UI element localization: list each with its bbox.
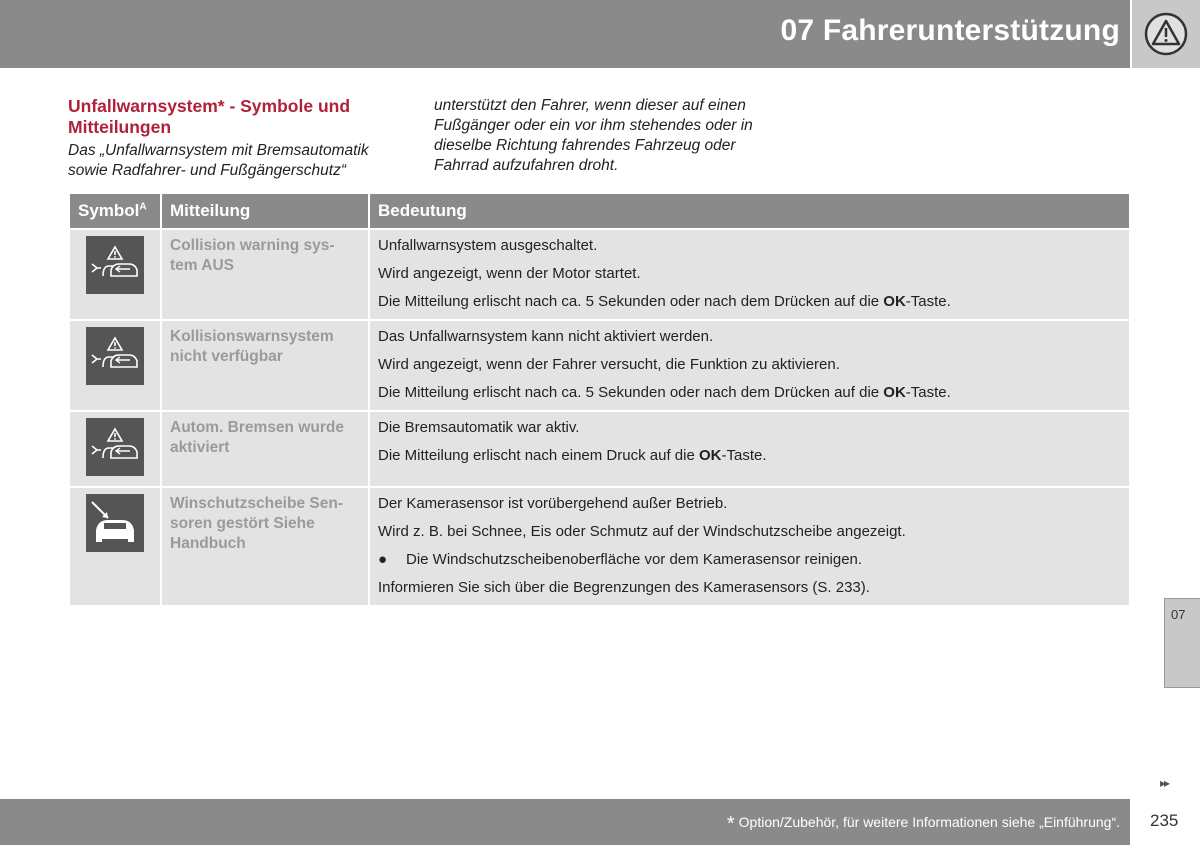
meaning-line: Unfallwarnsystem ausgeschaltet. [378, 237, 598, 254]
message-text: Collision warning sys-tem AUS [162, 230, 368, 319]
chapter-title: 07 Fahrerunterstützung [780, 14, 1120, 47]
symbol-cell [70, 488, 160, 605]
collision-warning-icon [86, 327, 144, 385]
meaning-line: Das Unfallwarnsystem kann nicht aktiviert werden. [378, 328, 714, 345]
table-row [70, 321, 1129, 410]
table-row [70, 412, 1129, 486]
meaning-cell [370, 412, 1129, 486]
symbol-cell [70, 230, 160, 319]
collision-warning-icon [86, 418, 144, 476]
meaning-line: Der Kamerasensor ist vorübergehend außer Betrieb. [378, 495, 728, 512]
message-text: Autom. Bremsen wurde aktiviert [162, 412, 368, 486]
section-heading: Unfallwarnsystem* - Symbole und Mitteilungen [68, 96, 351, 137]
meaning-line: Die Bremsautomatik war aktiv. [378, 419, 580, 436]
page-header [0, 0, 1130, 68]
bullet-item: ● Die Windschutzscheibenoberfläche vor dem Kamerasensor reinigen. [378, 551, 863, 568]
intro-text-right: unterstützt den Fahrer, wenn dieser auf einen Fußgänger oder ein vor ihm stehendes oder in dieselbe Richtung fahrendes Fahrzeug oder Fahrrad aufzufahren droht. [434, 97, 753, 174]
column-header-symbol: Symbol$^A$ [70, 194, 160, 228]
table-row [70, 488, 1129, 605]
meaning-cell [370, 230, 1129, 319]
meaning-cell [370, 321, 1129, 410]
side-tab-label: 07 [1171, 607, 1186, 622]
collision-warning-icon [86, 236, 144, 294]
next-page-arrows-icon[interactable]: ▸▸ [1160, 776, 1169, 790]
meaning-line: Die Mitteilung erlischt nach einem Druck auf die OK-Taste. [378, 447, 767, 464]
bullet-icon: ● [378, 551, 388, 568]
symbol-cell [70, 321, 160, 410]
footer-note: * Option/Zubehör, für weitere Informationen siehe „Einführung“. [726, 813, 1120, 835]
camera-sensor-car-icon [86, 494, 144, 552]
table-row [70, 230, 1129, 319]
table-header-row [70, 194, 1129, 228]
column-header-meaning: Bedeutung [370, 194, 1129, 228]
page-footer [0, 799, 1130, 845]
meaning-line: Wird angezeigt, wenn der Fahrer versucht, die Funktion zu aktivieren. [378, 356, 840, 373]
intro-text-left: Das „Unfallwarnsystem mit Bremsautomatik sowie Radfahrer- und Fußgängerschutz“ [68, 142, 369, 179]
warning-triangle-icon [1144, 12, 1188, 56]
message-text: Winschutzscheibe Sen-soren gestört Siehe Handbuch [162, 488, 368, 605]
symbols-messages-table [68, 192, 1131, 607]
symbol-cell [70, 412, 160, 486]
meaning-line: Wird z. B. bei Schnee, Eis oder Schmutz auf der Windschutzscheibe angezeigt. [378, 523, 906, 540]
column-header-message: Mitteilung [162, 194, 368, 228]
meaning-line: Informieren Sie sich über die Begrenzungen des Kamerasensors (S. 233). [378, 579, 870, 596]
page-number: 235 [1150, 811, 1179, 830]
chapter-side-tab[interactable] [1164, 598, 1200, 688]
page-number-box [1132, 799, 1200, 845]
chapter-icon-box [1132, 0, 1200, 68]
meaning-line: Die Mitteilung erlischt nach ca. 5 Sekunden oder nach dem Drücken auf die OK-Taste. [378, 293, 951, 310]
meaning-cell [370, 488, 1129, 605]
meaning-line: Die Mitteilung erlischt nach ca. 5 Sekunden oder nach dem Drücken auf die OK-Taste. [378, 384, 951, 401]
message-text: Kollisionswarnsystem nicht verfügbar [162, 321, 368, 410]
meaning-line: Wird angezeigt, wenn der Motor startet. [378, 265, 641, 282]
